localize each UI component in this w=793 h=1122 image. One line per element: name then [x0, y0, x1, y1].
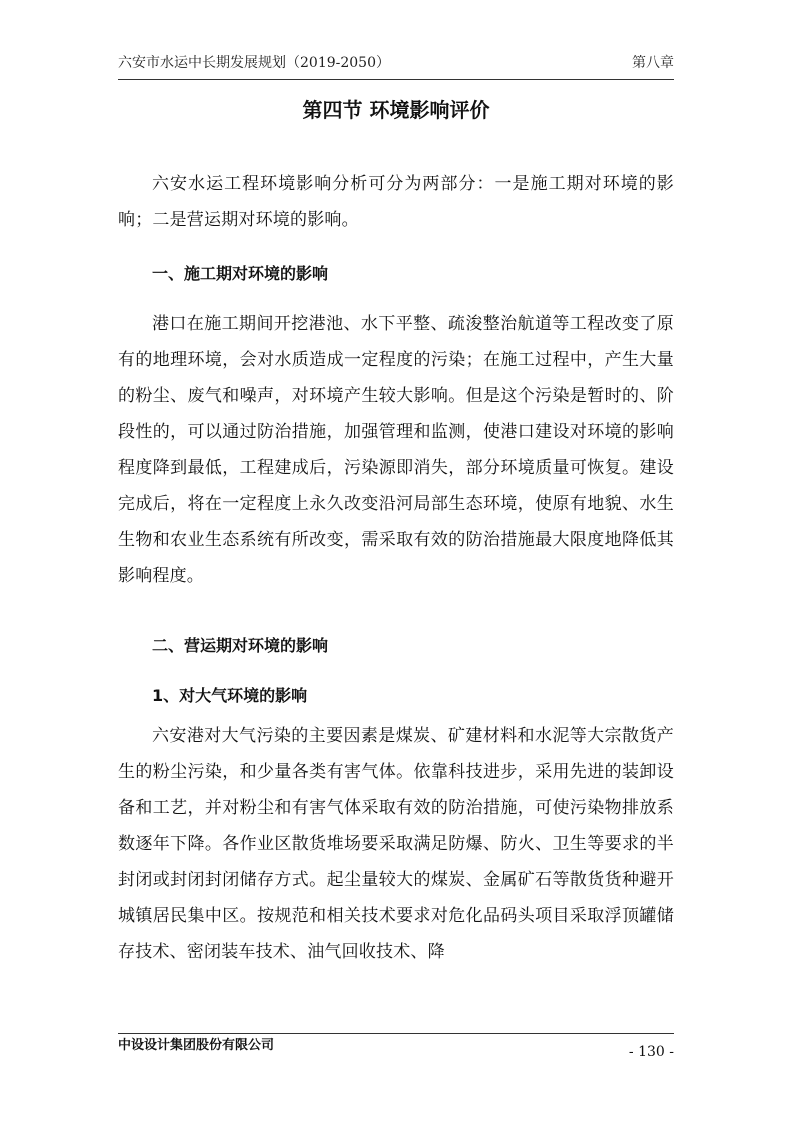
- heading-construction-impact: 一、施工期对环境的影响: [152, 264, 329, 283]
- construction-impact-paragraph: 港口在施工期间开挖港池、水下平整、疏浚整治航道等工程改变了原有的地理环境，会对水质造成一定程度的污染；在施工过程中，产生大量的粉尘、废气和噪声，对环境产生较大影响。但是这个污染是暂时的、阶段性的，可以通过防治措施，加强管理和监测，使港口建设对环境的影响程度降到最低，工程建成后，污染源即消失，部分环境质量可恢复。建设完成后，将在一定程度上永久改变沿河局部生态环境，使原有地貌、水生生物和农业生态系统有所改变，需采取有效的防治措施最大限度地降低其影响程度。: [118, 314, 674, 586]
- air-impact-paragraph: 六安港对大气污染的主要因素是煤炭、矿建材料和水泥等大宗散货产生的粉尘污染，和少量各类有害气体。依靠科技进步，采用先进的装卸设备和工艺，并对粉尘和有害气体采取有效的防治措施，可使污染物排放系数逐年下降。各作业区散货堆场要采取满足防爆、防火、卫生等要求的半封闭或封闭封闭储存方式。起尘量较大的煤炭、金属矿石等散货货种避开城镇居民集中区。按规范和相关技术要求对危化品码头项目采取浮顶罐储存技术、密闭装车技术、油气回收技术、降: [118, 726, 674, 962]
- section-title: 第四节 环境影响评价: [302, 98, 490, 122]
- page-number: - 130 -: [628, 1044, 674, 1060]
- page-header: [118, 52, 674, 74]
- company-name: 中设设计集团股份有限公司: [118, 1038, 275, 1053]
- footer-divider: [118, 1033, 674, 1034]
- document-title: 六安市水运中长期发展规划（2019-2050）: [118, 55, 390, 71]
- intro-paragraph: 六安水运工程环境影响分析可分为两部分：一是施工期对环境的影响；二是营运期对环境的影响。: [118, 174, 674, 230]
- header-divider: [118, 79, 674, 80]
- heading-air-impact: 1、对大气环境的影响: [152, 686, 308, 705]
- heading-operation-impact: 二、营运期对环境的影响: [152, 636, 329, 655]
- chapter-label: 第八章: [632, 55, 674, 71]
